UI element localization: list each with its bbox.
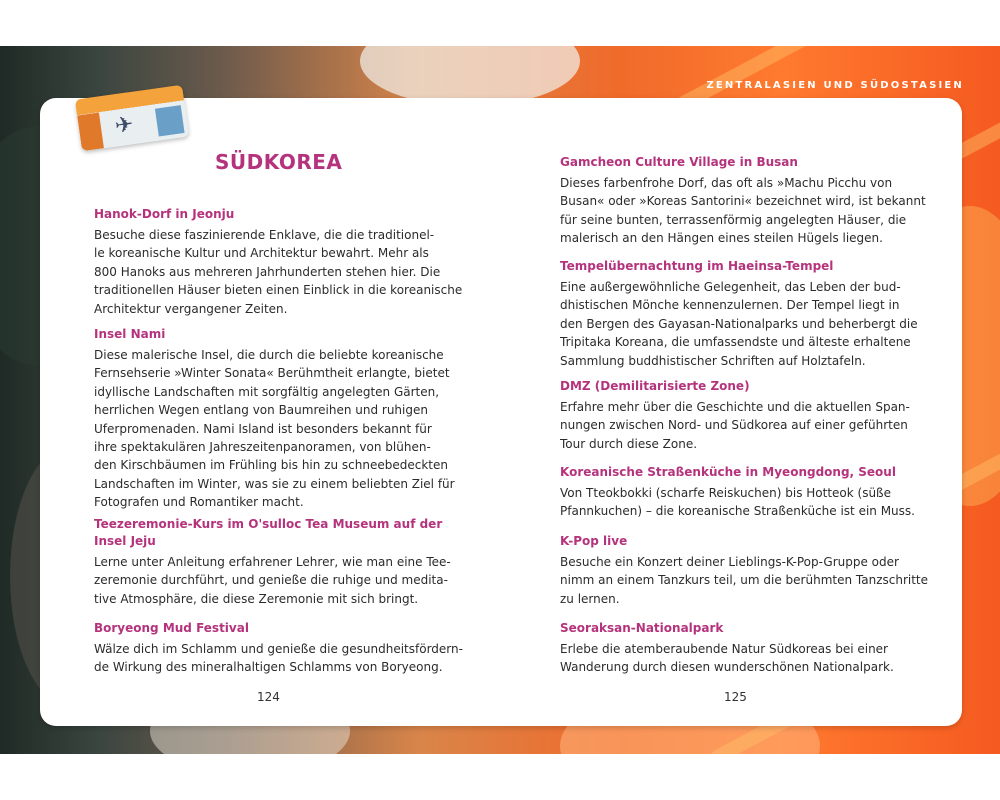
entry-heading: Boryeong Mud Festival: [94, 621, 249, 635]
entry-text: [94, 346, 455, 512]
airplane-icon: ✈: [113, 111, 136, 140]
text-line: Tripitaka Koreana, die umfassendste und älteste erhaltene: [560, 335, 911, 350]
text-line: Erfahre mehr über die Geschichte und die aktuellen Span-: [560, 400, 910, 414]
text-line: Fernsehserie »Winter Sonata« Berühmtheit erlangte, bietet: [94, 366, 450, 381]
background-shape: [360, 46, 580, 106]
text-line: idyllische Landschaften mit sorgfältig angelegten Gärten,: [94, 384, 440, 399]
text-line: Erlebe die atemberaubende Natur Südkoreas bei einer: [560, 642, 888, 656]
entry-heading: Seoraksan-Nationalpark: [560, 621, 724, 635]
entry-kpop: [560, 533, 928, 608]
text-line: Lerne unter Anleitung erfahrener Lehrer, wie man eine Tee-: [94, 555, 451, 569]
text-line: zeremonie durchführt, und genieße die ruhige und medita-: [94, 573, 448, 588]
entry-seoraksan: [560, 620, 894, 677]
entry-text: [94, 553, 454, 608]
entry-gamcheon: [560, 154, 926, 248]
entry-boryeong: [94, 620, 463, 677]
entry-heading: Teezeremonie-Kurs im O'sulloc Tea Museum auf der Insel Jeju: [94, 517, 443, 548]
text-line: Wanderung durch diesen wunderschönen Nationalpark.: [560, 660, 894, 675]
text-line: Landschaften im Winter, was sie zu einem beliebten Ziel für: [94, 476, 455, 491]
text-line: nimm an einem Tanzkurs teil, um die berühmten Tanzschritte: [560, 573, 929, 588]
text-line: malerisch an den Hängen eines steilen Hügels liegen.: [560, 231, 883, 246]
entry-heading: K-Pop live: [560, 534, 628, 548]
text-line: le koreanische Kultur und Architektur bewahrt. Mehr als: [94, 246, 429, 261]
text-line: Dieses farbenfrohe Dorf, das oft als »Machu Picchu von: [560, 176, 893, 190]
text-line: Besuche diese faszinierende Enklave, die die traditionel-: [94, 228, 435, 242]
entry-text: [94, 640, 463, 677]
ticket-stub: [77, 113, 104, 152]
text-line: Uferpromenaden. Nami Island ist besonders bekannt für: [94, 421, 432, 436]
text-line: den Bergen des Gayasan-Nationalparks und beherbergt die: [560, 316, 918, 331]
text-line: zu lernen.: [560, 591, 620, 606]
entry-hanok-dorf: [94, 206, 462, 318]
text-line: den Kirschbäumen im Frühling bis hin zu schneebedeckten: [94, 458, 448, 473]
text-line: de Wirkung des mineralhaltigen Schlamms von Boryeong.: [94, 660, 443, 675]
text-line: Diese malerische Insel, die durch die beliebte koreanische: [94, 348, 444, 362]
text-line: Von Tteokbokki (scharfe Reiskuchen) bis Hotteok (süße: [560, 486, 892, 500]
entry-text: [94, 226, 462, 318]
entry-dmz: [560, 378, 910, 453]
entry-strassenkueche: [560, 464, 915, 521]
text-line: Architektur vergangener Zeiten.: [94, 301, 288, 316]
text-line: traditionellen Häuser bieten einen Einblick in die koreanische: [94, 283, 463, 298]
text-line: tive Atmosphäre, die diese Zeremonie mit sich bringt.: [94, 591, 419, 606]
entry-heading: Insel Nami: [94, 327, 166, 341]
text-line: Tour durch diese Zone.: [560, 436, 698, 451]
text-line: Pfannkuchen) – die koreanische Straßenküche ist ein Muss.: [560, 504, 915, 519]
text-line: Busan« oder »Koreas Santorini« bezeichnet wird, ist bekannt: [560, 194, 926, 209]
text-line: Wälze dich im Schlamm und genieße die gesundheitsfördern-: [94, 642, 463, 656]
entry-text: [560, 640, 894, 677]
page-title: SÜDKOREA: [215, 150, 343, 174]
entry-text: [560, 484, 915, 521]
entry-heading: Tempelübernachtung im Haeinsa-Tempel: [560, 259, 834, 273]
text-line: Besuche ein Konzert deiner Lieblings-K-Pop-Gruppe oder: [560, 555, 899, 569]
entry-teezeremonie: [94, 516, 454, 608]
text-line: 800 Hanoks aus mehreren Jahrhunderten stehen hier. Die: [94, 264, 441, 279]
entry-heading: Gamcheon Culture Village in Busan: [560, 155, 798, 169]
text-line: dhistischen Mönche kennenzulernen. Der Tempel liegt in: [560, 298, 900, 313]
text-line: Fotografen und Romantiker macht.: [94, 495, 304, 510]
entry-heading: Koreanische Straßenküche in Myeongdong, Seoul: [560, 465, 896, 479]
ticket-stripe: [155, 105, 185, 136]
page-number-right: 125: [724, 690, 747, 704]
text-line: Sammlung buddhistischer Schriften auf Holztafeln.: [560, 353, 866, 368]
text-line: Eine außergewöhnliche Gelegenheit, das Leben der bud-: [560, 280, 901, 294]
entry-text: [560, 278, 918, 370]
text-line: nungen zwischen Nord- und Südkorea auf einer geführten: [560, 418, 908, 433]
entry-text: [560, 398, 910, 453]
section-label: ZENTRALASIEN UND SÜDOSTASIEN: [706, 80, 964, 91]
text-line: ihre spektakulären Jahreszeitenpanoramen, von blühen-: [94, 440, 431, 455]
text-line: für seine bunten, terrassenförmig angelegten Häuser, die: [560, 212, 907, 227]
entry-haeinsa: [560, 258, 918, 370]
entry-text: [560, 553, 928, 608]
entry-insel-nami: [94, 326, 455, 512]
text-line: herrlichen Wegen entlang von Baumreihen und ruhigen: [94, 403, 428, 418]
entry-text: [560, 174, 926, 248]
entry-heading: DMZ (Demilitarisierte Zone): [560, 379, 750, 393]
page-number-left: 124: [257, 690, 280, 704]
entry-heading: Hanok-Dorf in Jeonju: [94, 207, 235, 221]
